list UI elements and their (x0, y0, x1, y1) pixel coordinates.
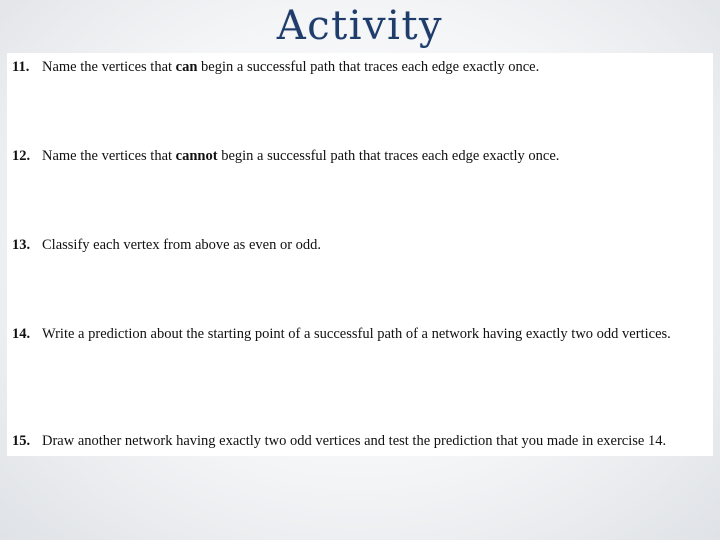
question-number: 14. (12, 326, 31, 342)
question-text: Classify each vertex from above as even or odd. (42, 237, 322, 253)
question-number: 13. (12, 237, 31, 253)
question-15 (12, 432, 702, 450)
question-text-end: begin a successful path that traces each edge exactly once. (217, 148, 560, 164)
question-emphasis: can (175, 59, 198, 75)
question-text (42, 58, 702, 76)
question-emphasis: cannot (175, 148, 218, 164)
question-13 (12, 236, 702, 254)
question-text: Draw another network having exactly two odd vertices and test the prediction that you made in exercise 14. (42, 433, 667, 449)
question-text-start: Name the vertices that (42, 148, 176, 164)
question-text-end: begin a successful path that traces each edge exactly once. (197, 59, 540, 75)
question-number: 15. (12, 433, 31, 449)
worksheet-page (7, 53, 713, 456)
question-number: 12. (12, 148, 31, 164)
question-11 (12, 58, 702, 76)
question-14 (12, 325, 702, 343)
question-text-start: Name the vertices that (42, 59, 176, 75)
slide-title: Activity (276, 3, 444, 49)
question-text: Write a prediction about the starting point of a successful path of a network having exactly two odd vertices. (42, 326, 671, 342)
question-text (42, 147, 702, 165)
question-12 (12, 147, 702, 165)
question-number: 11. (12, 59, 30, 75)
